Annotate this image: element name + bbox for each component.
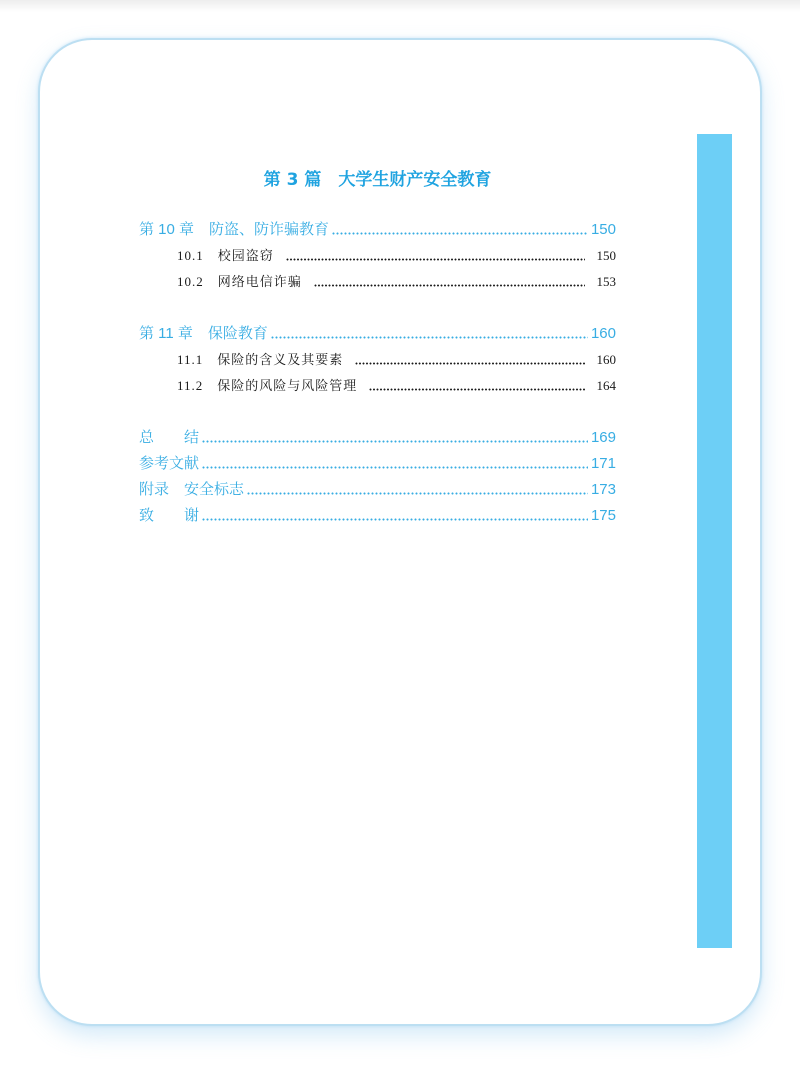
toc-back-matter-entry [139, 477, 616, 503]
entry-title: 第 10 章 防盗、防诈骗教育 [139, 221, 330, 238]
entry-page-number: 160 [590, 325, 616, 342]
dot-leader [247, 477, 588, 503]
chapter-group [139, 321, 616, 399]
entry-title: 参考文献 [139, 455, 200, 472]
toc-back-matter-entry [139, 503, 616, 529]
top-edge-shadow [0, 0, 800, 12]
entry-title: 附录 安全标志 [139, 481, 245, 498]
side-color-bar [697, 134, 732, 948]
entry-title: 致 谢 [139, 507, 200, 524]
entry-title: 11.2 保险的风险与风险管理 [177, 378, 358, 393]
back-matter-group [139, 425, 616, 529]
entry-page-number: 175 [590, 507, 616, 524]
entry-page-number: 173 [590, 481, 616, 498]
entry-title: 10.2 网络电信诈骗 [177, 274, 302, 289]
entry-page-number: 153 [596, 274, 616, 289]
dot-leader [286, 243, 585, 269]
toc-section-entry [139, 243, 616, 269]
entry-page-number: 169 [590, 429, 616, 446]
dot-leader [314, 269, 585, 295]
toc-back-matter-entry [139, 425, 616, 451]
entry-title: 11.1 保险的含义及其要素 [177, 352, 344, 367]
entry-title: 第 11 章 保险教育 [139, 325, 268, 342]
entry-title: 10.1 校园盗窃 [177, 248, 274, 263]
toc-section-entry [139, 347, 616, 373]
entry-page-number: 150 [590, 221, 616, 238]
part-title: 第 3 篇 大学生财产安全教育 [263, 170, 492, 190]
dot-leader [202, 451, 588, 477]
dot-leader [369, 373, 584, 399]
toc-section-entry [139, 269, 616, 295]
toc-chapter-entry [139, 321, 616, 347]
entry-page-number: 164 [596, 378, 616, 393]
chapter-group [139, 217, 616, 295]
dot-leader [332, 217, 588, 243]
dot-leader [355, 347, 584, 373]
entry-page-number: 150 [596, 248, 616, 263]
dot-leader [271, 321, 588, 347]
entry-title: 总 结 [139, 429, 200, 446]
entry-page-number: 171 [590, 455, 616, 472]
dot-leader [202, 503, 588, 529]
toc-chapter-entry [139, 217, 616, 243]
table-of-contents [139, 168, 616, 529]
dot-leader [202, 425, 588, 451]
toc-back-matter-entry [139, 451, 616, 477]
toc-section-entry [139, 373, 616, 399]
entry-page-number: 160 [596, 352, 616, 367]
